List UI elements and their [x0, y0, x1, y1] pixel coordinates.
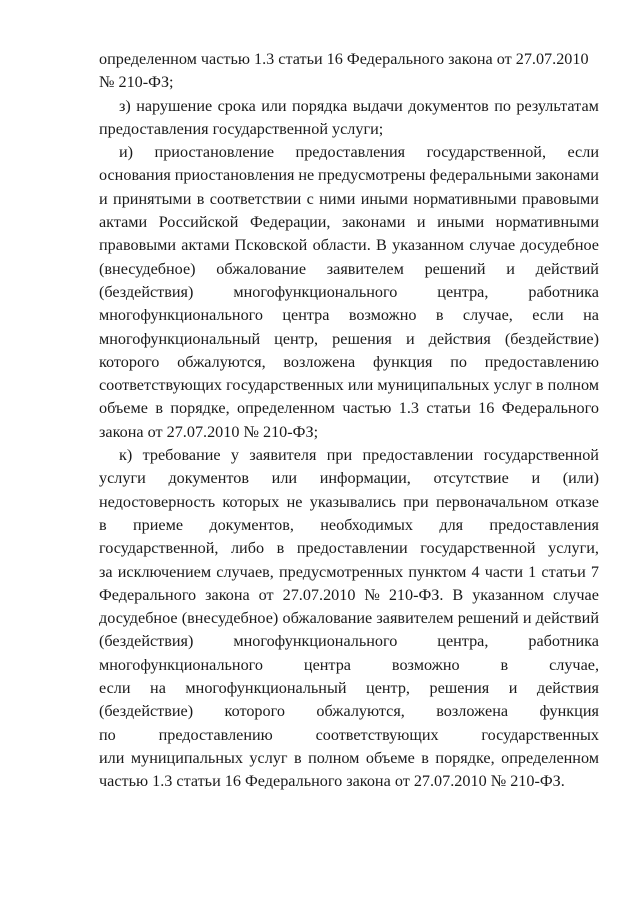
text-word: актами — [99, 213, 148, 232]
text-word: в — [535, 376, 544, 395]
text-word: возможно — [391, 655, 460, 674]
text-line — [99, 700, 599, 723]
text-word: услуг — [493, 376, 532, 395]
text-word: отказе — [555, 492, 599, 511]
text-word: и — [405, 329, 415, 348]
text-word: статьи — [426, 399, 471, 418]
text-word: многофункционального — [99, 655, 263, 674]
text-word: решения — [429, 679, 490, 698]
text-word: действия — [536, 679, 599, 698]
text-line — [99, 421, 599, 444]
text-word: закона от 27.07.2010 № 210-ФЗ; — [99, 422, 319, 441]
text-word: на — [150, 679, 166, 698]
text-word: и) — [119, 143, 134, 162]
text-word: (внесудебное) — [99, 259, 196, 278]
text-word: если — [99, 679, 131, 698]
text-line — [99, 95, 599, 118]
text-word: Федерации, — [249, 213, 331, 232]
text-word: требование — [142, 446, 221, 465]
text-line — [99, 71, 599, 94]
text-word: документов, — [209, 515, 294, 534]
text-line — [99, 444, 599, 467]
text-line — [99, 607, 599, 630]
text-word: или — [261, 96, 287, 115]
text-word: принятыми — [113, 189, 192, 208]
text-word: 1.3 — [398, 399, 420, 418]
text-line — [99, 630, 599, 653]
text-word: при — [403, 492, 429, 511]
text-word: возложена — [436, 702, 509, 721]
text-word: не — [286, 492, 303, 511]
text-word: предоставления — [295, 143, 406, 162]
text-word: от — [258, 585, 274, 604]
text-word: муниципальных — [377, 376, 490, 395]
text-word: в — [500, 655, 509, 674]
text-word: 4 — [471, 562, 480, 581]
text-word: предоставлении — [362, 446, 474, 465]
text-word: центра — [282, 306, 330, 325]
text-word: в — [276, 539, 285, 558]
text-word: В — [452, 585, 464, 604]
text-line — [99, 747, 599, 770]
text-word: для — [439, 515, 464, 534]
text-word: работника — [528, 632, 599, 651]
text-word: ними — [319, 189, 356, 208]
text-word: закона — [205, 585, 250, 604]
text-word: законами — [341, 213, 406, 232]
text-line — [99, 141, 599, 164]
text-word: 1 — [528, 562, 537, 581]
text-word: з) — [119, 96, 131, 115]
text-word: центра — [303, 655, 351, 674]
text-word: исключением — [117, 562, 212, 581]
text-word: приостановление — [154, 143, 275, 162]
text-word: (бездействие) — [99, 702, 194, 721]
text-line — [99, 351, 599, 374]
text-word: действий — [535, 609, 599, 628]
text-word: объеме — [365, 748, 415, 767]
text-word: законами — [535, 166, 599, 185]
text-word: многофункционального — [99, 306, 263, 325]
text-word: результатам — [516, 96, 599, 115]
text-word: области. — [312, 236, 371, 255]
text-word: действия — [428, 329, 491, 348]
text-word: услуг — [249, 748, 288, 767]
text-word: или — [347, 376, 374, 395]
text-word: в — [155, 399, 163, 418]
text-word: объеме — [99, 399, 148, 418]
text-word: с — [306, 189, 314, 208]
text-line — [99, 164, 599, 187]
text-word: государственных — [481, 725, 599, 744]
text-line — [99, 561, 599, 584]
text-word: статьи — [541, 562, 586, 581]
text-line — [99, 281, 599, 304]
document-text — [99, 48, 599, 794]
text-word: федеральными — [429, 166, 532, 185]
text-word: основания — [99, 166, 171, 185]
text-word: которого — [99, 352, 160, 371]
text-word: указывались — [309, 492, 396, 511]
text-line — [99, 188, 599, 211]
text-word: нормативными — [495, 213, 599, 232]
text-word: государственной — [420, 539, 536, 558]
text-word: в — [293, 748, 302, 767]
text-line — [99, 724, 599, 747]
text-word: центр, — [366, 679, 410, 698]
text-line — [99, 211, 599, 234]
text-word: 210-ФЗ. — [388, 585, 444, 604]
text-word: порядке, — [435, 748, 495, 767]
text-word: и — [416, 213, 426, 232]
text-word: если — [532, 306, 564, 325]
text-word: срока — [217, 96, 256, 115]
text-word: предусмотрены — [318, 166, 426, 185]
text-word: которых — [222, 492, 280, 511]
text-word: правовыми — [521, 189, 599, 208]
text-word: предоставлении — [296, 539, 408, 558]
text-word: части — [484, 562, 523, 581]
text-word: указанном — [392, 236, 464, 255]
text-word: приеме — [132, 515, 184, 534]
text-word: соответствующих — [315, 725, 439, 744]
text-word: предоставлению — [484, 352, 599, 371]
text-word: и — [508, 679, 518, 698]
text-word: № — [364, 585, 380, 604]
text-word: если — [567, 143, 599, 162]
text-word: досудебное — [99, 609, 178, 628]
text-word: 7 — [590, 562, 599, 581]
text-word: в — [421, 748, 429, 767]
text-word: частью 1.3 статьи 16 Федерального закона от 27.07.2010 № 210-ФЗ. — [99, 772, 565, 791]
text-word: возможно — [348, 306, 417, 325]
text-line — [99, 328, 599, 351]
text-word: либо — [230, 539, 265, 558]
text-word: (или) — [562, 469, 599, 488]
text-word: случаев, — [216, 562, 274, 581]
text-word: решения — [332, 329, 392, 348]
text-word: иными — [360, 189, 408, 208]
text-word: обжалуются, — [316, 702, 405, 721]
text-line — [99, 770, 599, 793]
text-word: Федерального — [501, 399, 599, 418]
text-line — [99, 374, 599, 397]
text-line — [99, 491, 599, 514]
text-line — [99, 677, 599, 700]
text-word: (бездействия) — [99, 282, 194, 301]
text-word: и — [531, 469, 541, 488]
text-word: соответствующих — [99, 376, 222, 395]
text-word: многофункциональный — [185, 679, 347, 698]
text-word: и — [522, 609, 532, 628]
text-line — [99, 118, 599, 141]
text-word: обжалование — [282, 609, 373, 628]
text-line — [99, 654, 599, 677]
text-word: документов — [408, 96, 489, 115]
text-word: (внесудебное) — [181, 609, 279, 628]
text-word: государственной, — [426, 143, 546, 162]
text-word: предоставлению — [158, 725, 273, 744]
text-word: № 210-ФЗ; — [99, 73, 174, 92]
text-word: документов — [168, 469, 249, 488]
text-word: муниципальных — [130, 748, 243, 767]
text-word: заявителем — [376, 609, 454, 628]
text-word: пунктом — [408, 562, 467, 581]
text-word: по — [99, 725, 116, 744]
text-word: приостановления — [174, 166, 295, 185]
text-word: случае — [553, 585, 599, 604]
text-line — [99, 514, 599, 537]
text-word: В — [376, 236, 387, 255]
text-word: которого — [224, 702, 285, 721]
text-word: Псковской — [234, 236, 308, 255]
text-word: нормативными — [413, 189, 517, 208]
text-word: за — [99, 562, 113, 581]
text-word: у — [230, 446, 239, 465]
text-word: случае — [469, 236, 516, 255]
text-word: иными — [437, 213, 485, 232]
text-word: определенном частью 1.3 статьи 16 Федерального закона от 27.07.2010 — [99, 50, 589, 68]
text-word: функция — [539, 702, 599, 721]
text-word: предусмотренных — [278, 562, 404, 581]
text-word: недостоверность — [99, 492, 216, 511]
text-word: заявителем — [326, 259, 404, 278]
text-word: заявителя — [249, 446, 317, 465]
text-word: или — [99, 748, 125, 767]
text-word: полном — [547, 376, 599, 395]
text-word: необходимых — [320, 515, 414, 534]
text-word: при — [326, 446, 353, 465]
text-word: центр, — [274, 329, 319, 348]
text-word: случае, — [462, 306, 513, 325]
text-word: определенном — [237, 399, 335, 418]
text-word: Российской — [158, 213, 239, 232]
text-word: государственных — [226, 376, 344, 395]
text-word: информации, — [319, 469, 411, 488]
text-word: указанном — [472, 585, 545, 604]
text-word: работника — [528, 282, 599, 301]
text-word: по — [494, 96, 511, 115]
text-word: на — [583, 306, 599, 325]
text-word: определенном — [501, 748, 599, 767]
text-word: правовыми — [99, 236, 176, 255]
text-word: предоставления государственной услуги; — [99, 119, 384, 138]
text-line — [99, 537, 599, 560]
text-word: в — [435, 306, 444, 325]
text-word: 27.07.2010 — [282, 585, 356, 604]
text-word: нарушение — [136, 96, 213, 115]
text-word: к) — [119, 446, 133, 465]
text-word: и — [506, 259, 515, 278]
text-word: (бездействие) — [504, 329, 599, 348]
text-word: досудебное — [520, 236, 599, 255]
text-word: по — [450, 352, 467, 371]
text-word: действий — [535, 259, 599, 278]
text-word: выдачи — [352, 96, 403, 115]
text-line — [99, 397, 599, 420]
text-word: не — [298, 166, 315, 185]
text-word: случае, — [549, 655, 599, 674]
text-word: многофункционального — [233, 632, 398, 651]
text-word: 16 — [478, 399, 495, 418]
text-word: порядка — [292, 96, 348, 115]
text-word: функция — [372, 352, 433, 371]
text-line — [99, 48, 599, 71]
text-word: возложена — [283, 352, 356, 371]
text-word: (бездействия) — [99, 632, 194, 651]
text-word: центра, — [437, 632, 489, 651]
text-word: актами — [181, 236, 230, 255]
text-word: предоставления — [489, 515, 599, 534]
text-word: государственной — [483, 446, 599, 465]
text-line — [99, 584, 599, 607]
text-word: центра, — [437, 282, 489, 301]
text-word: первоначальном — [435, 492, 549, 511]
text-word: и — [99, 189, 108, 208]
text-word: многофункционального — [233, 282, 398, 301]
text-word: решений — [424, 259, 486, 278]
text-word: обжалуются, — [177, 352, 266, 371]
text-line — [99, 467, 599, 490]
text-word: соответствии — [209, 189, 302, 208]
text-word: в — [99, 515, 107, 534]
text-word: Федерального — [99, 585, 197, 604]
text-line — [99, 258, 599, 281]
text-word: полном — [308, 748, 360, 767]
text-line — [99, 304, 599, 327]
text-word: обжалование — [216, 259, 306, 278]
text-word: услуги, — [548, 539, 599, 558]
text-word: в — [196, 189, 205, 208]
text-word: отсутствие — [433, 469, 509, 488]
text-word: услуги — [99, 469, 146, 488]
text-word: порядке, — [170, 399, 230, 418]
text-line — [99, 234, 599, 257]
text-word: многофункциональный — [99, 329, 261, 348]
text-word: или — [271, 469, 298, 488]
text-word: решений — [457, 609, 519, 628]
text-word: частью — [342, 399, 392, 418]
text-word: государственной, — [99, 539, 219, 558]
